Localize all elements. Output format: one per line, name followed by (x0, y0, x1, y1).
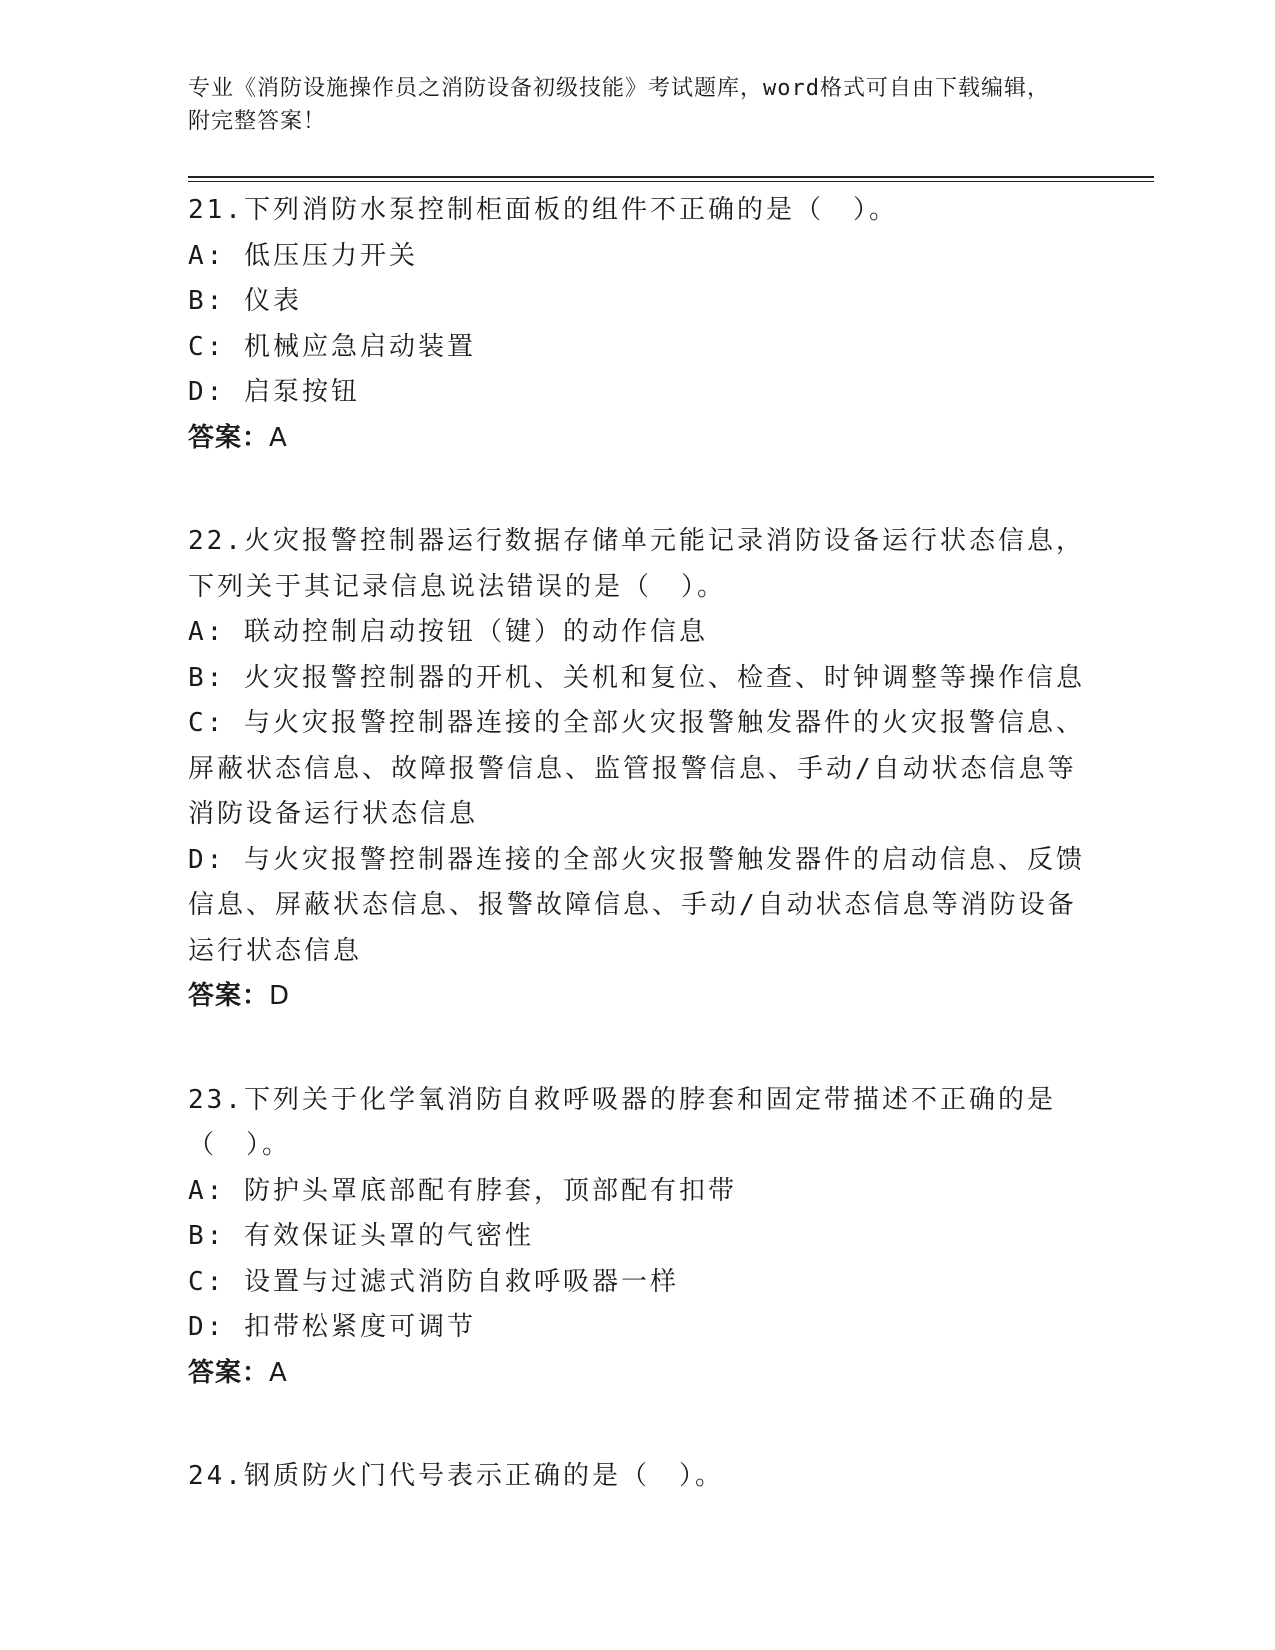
answer-label: 答案： (188, 1357, 270, 1388)
option-b: B: 仪表 (188, 286, 302, 316)
header-divider-thin (188, 181, 1154, 182)
question-stem: 24.钢质防火门代号表示正确的是（ ）。 (188, 1461, 724, 1491)
question-23 (188, 1078, 1088, 1397)
option-d: D: 启泵按钮 (188, 377, 360, 407)
answer-line (188, 1351, 1088, 1397)
option-b: B: 火灾报警控制器的开机、关机和复位、检查、时钟调整等操作信息 (188, 662, 1085, 693)
option-b: B: 有效保证头罩的气密性 (188, 1221, 534, 1251)
question-21 (188, 188, 1088, 461)
question-stem: 22.火灾报警控制器运行数据存储单元能记录消防设备运行状态信息，下列关于其记录信息说法错误的是（ ）。 (188, 526, 1085, 602)
question-stem: 23.下列关于化学氧消防自救呼吸器的脖套和固定带描述不正确的是（ ）。 (188, 1084, 1056, 1160)
answer-value: D (269, 981, 291, 1011)
option-c: C: 设置与过滤式消防自救呼吸器一样 (188, 1266, 679, 1297)
option-a: A: 联动控制启动按钮（键）的动作信息 (188, 617, 708, 647)
answer-line (188, 416, 1088, 462)
option-c: C: 与火灾报警控制器连接的全部火灾报警触发器件的火灾报警信息、屏蔽状态信息、故障报警信息、监管报警信息、手动/自动状态信息等消防设备运行状态信息 (188, 708, 1085, 829)
answer-line (188, 974, 1088, 1020)
document-header: 专业《消防设施操作员之消防设备初级技能》考试题库，word格式可自由下载编辑，附完整答案！ (188, 76, 1050, 134)
option-d: D: 扣带松紧度可调节 (188, 1312, 476, 1342)
option-d: D: 与火灾报警控制器连接的全部火灾报警触发器件的启动信息、反馈信息、屏蔽状态信息、报警故障信息、手动/自动状态信息等消防设备运行状态信息 (188, 844, 1085, 966)
question-stem: 21.下列消防水泵控制柜面板的组件不正确的是（ ）。 (188, 195, 898, 225)
option-a: A: 低压压力开关 (188, 240, 418, 271)
header-divider-thick (188, 176, 1154, 178)
question-22 (188, 519, 1088, 1020)
answer-value: A (269, 422, 288, 453)
answer-value: A (269, 1357, 288, 1388)
answer-label: 答案： (188, 422, 270, 453)
option-a: A: 防护头罩底部配有脖套，顶部配有扣带 (188, 1175, 737, 1206)
answer-label: 答案： (188, 981, 270, 1011)
option-c: C: 机械应急启动装置 (188, 331, 476, 362)
question-24 (188, 1454, 1088, 1500)
question-list (188, 188, 1088, 1558)
